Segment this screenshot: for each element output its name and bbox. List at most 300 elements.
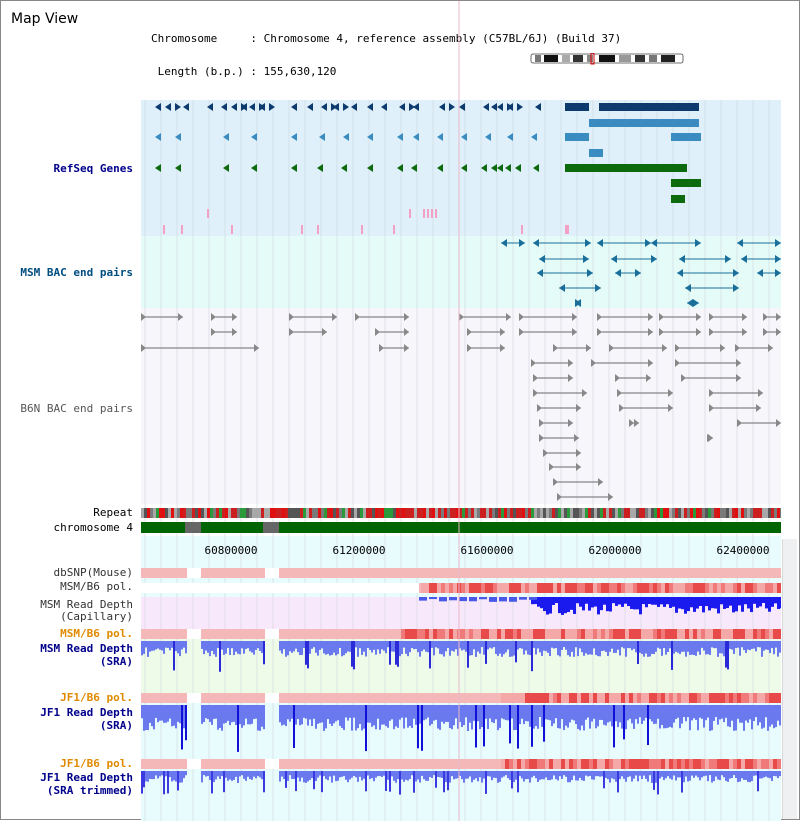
- msm-b6-pol-sra-label: MSM/B6 pol.: [60, 627, 133, 640]
- depth-bar: [780, 597, 781, 608]
- repeat-segment: [540, 508, 543, 518]
- polymorphism-cell: [753, 629, 757, 639]
- depth-bar: [703, 705, 705, 728]
- depth-bar: [211, 641, 213, 651]
- depth-bar: [283, 641, 285, 649]
- msm-bac-label[interactable]: MSM BAC end pairs: [20, 266, 133, 279]
- polymorphism-cell: [449, 759, 453, 769]
- depth-bar: [431, 771, 433, 778]
- gene-arrow: [413, 133, 419, 141]
- polymorphism-cell: [653, 693, 657, 703]
- repeat-segment: [342, 508, 345, 518]
- bac-end: [775, 269, 781, 277]
- polymorphism-cell: [753, 693, 757, 703]
- polymorphism-cell: [689, 759, 693, 769]
- depth-bar: [527, 641, 529, 654]
- bac-end: [708, 434, 713, 442]
- repeat-segment: [660, 508, 663, 518]
- polymorphism-cell: [413, 759, 417, 769]
- depth-bar: [775, 641, 777, 648]
- polymorphism-cell: [745, 583, 749, 593]
- bac-end: [648, 328, 653, 336]
- repeat-segment: [513, 508, 516, 518]
- depth-bar: [433, 641, 435, 655]
- polymorphism-cell: [533, 629, 537, 639]
- depth-bar: [735, 597, 738, 611]
- depth-bar: [549, 705, 551, 720]
- polymorphism-cell: [165, 693, 169, 703]
- gene-arrow: [333, 103, 339, 111]
- depth-bar: [365, 705, 367, 751]
- depth-bar: [599, 641, 601, 656]
- depth-bar: [401, 771, 403, 779]
- depth-bar: [201, 641, 203, 649]
- repeat-segment: [549, 508, 552, 518]
- polymorphism-cell: [489, 629, 493, 639]
- polymorphism-cell: [481, 583, 485, 593]
- depth-bar: [221, 705, 223, 731]
- polymorphism-cell: [657, 629, 661, 639]
- repeat-segment: [777, 508, 780, 518]
- depth-bar: [217, 771, 219, 776]
- depth-bar: [495, 705, 497, 719]
- gene-arrow: [291, 164, 297, 172]
- polymorphism-cell: [413, 629, 417, 639]
- depth-bar: [177, 771, 179, 790]
- depth-bar: [535, 705, 537, 726]
- polymorphism-cell: [477, 629, 481, 639]
- depth-bar: [735, 641, 737, 648]
- depth-bar: [327, 705, 329, 719]
- polymorphism-cell: [393, 759, 397, 769]
- info-length: Length (b.p.) : 155,630,120: [151, 65, 337, 78]
- gene-marker: [423, 209, 425, 218]
- axis-tick-label: 62000000: [588, 544, 642, 557]
- bac-end: [574, 434, 579, 442]
- gene-arrow: [319, 133, 325, 141]
- polymorphism-cell: [401, 759, 405, 769]
- polymorphism-cell: [609, 629, 613, 639]
- depth-bar: [491, 771, 493, 780]
- polymorphism-cell: [773, 759, 777, 769]
- polymorphism-cell: [641, 759, 645, 769]
- depth-bar: [421, 705, 423, 751]
- depth-bar: [153, 641, 155, 651]
- polymorphism-cell: [241, 693, 245, 703]
- polymorphism-cell: [437, 629, 441, 639]
- depth-bar: [663, 771, 665, 780]
- depth-bar: [621, 771, 623, 776]
- depth-bar: [475, 705, 477, 747]
- polymorphism-cell: [737, 759, 741, 769]
- depth-bar: [665, 641, 667, 655]
- repeat-segment: [501, 508, 504, 518]
- polymorphism-cell: [489, 693, 493, 703]
- depth-bar: [529, 597, 537, 600]
- depth-bar: [461, 771, 463, 779]
- depth-bar: [215, 771, 217, 779]
- repeat-track[interactable]: [141, 508, 781, 518]
- bac-end: [617, 389, 622, 397]
- polymorphism-cell: [505, 583, 509, 593]
- polymorphism-cell: [681, 629, 685, 639]
- depth-bar: [487, 641, 489, 649]
- depth-bar: [499, 771, 501, 782]
- polymorphism-cell: [637, 759, 641, 769]
- depth-bar: [167, 705, 169, 722]
- polymorphism-cell: [581, 629, 585, 639]
- polymorphism-cell: [373, 759, 377, 769]
- bac-end: [696, 328, 701, 336]
- polymorphism-cell: [589, 693, 593, 703]
- depth-bar: [405, 705, 407, 718]
- repeat-segment: [552, 508, 555, 518]
- depth-bar: [549, 641, 551, 656]
- depth-bar: [525, 771, 527, 779]
- depth-bar: [431, 641, 433, 648]
- polymorphism-cell: [541, 583, 545, 593]
- depth-bar: [159, 705, 161, 721]
- bac-end: [709, 328, 714, 336]
- repeat-segment: [705, 508, 708, 518]
- depth-bar: [543, 597, 546, 611]
- repeat-segment: [351, 508, 354, 518]
- depth-bar: [689, 771, 691, 781]
- repeat-segment: [369, 508, 372, 518]
- depth-bar: [291, 641, 293, 653]
- polymorphism-cell: [341, 629, 345, 639]
- gene-arrow: [251, 133, 257, 141]
- repeat-segment: [762, 508, 765, 518]
- repeat-segment: [471, 508, 474, 518]
- depth-bar: [773, 705, 775, 728]
- bac-end: [598, 478, 603, 486]
- refseq-genes-label[interactable]: RefSeq Genes: [53, 162, 133, 175]
- depth-bar: [539, 641, 541, 652]
- polymorphism-cell: [261, 759, 265, 769]
- bac-end: [651, 239, 657, 247]
- depth-bar: [653, 705, 655, 724]
- depth-bar: [521, 705, 523, 719]
- bac-end: [539, 419, 544, 427]
- depth-bar: [756, 597, 759, 608]
- depth-bar: [363, 641, 365, 652]
- depth-bar: [425, 705, 427, 719]
- repeat-segment: [735, 508, 738, 518]
- depth-bar: [375, 771, 377, 778]
- gene-marker: [409, 209, 411, 218]
- depth-bar: [631, 705, 633, 723]
- b6n-bac-label[interactable]: B6N BAC end pairs: [20, 402, 133, 415]
- repeat-segment: [309, 508, 312, 518]
- bac-end: [648, 313, 653, 321]
- polymorphism-cell: [513, 759, 517, 769]
- polymorphism-cell: [717, 759, 721, 769]
- polymorphism-cell: [721, 759, 725, 769]
- depth-bar: [577, 705, 579, 729]
- polymorphism-cell: [405, 759, 409, 769]
- polymorphism-cell: [513, 693, 517, 703]
- polymorphism-cell: [469, 583, 473, 593]
- lower-panel-scrollbar[interactable]: [782, 539, 797, 819]
- depth-bar: [371, 705, 373, 727]
- depth-bar: [225, 771, 227, 778]
- depth-bar: [521, 771, 523, 778]
- depth-bar: [263, 771, 265, 792]
- depth-bar: [301, 771, 303, 778]
- depth-bar: [607, 641, 609, 656]
- depth-bar: [513, 641, 515, 655]
- depth-bar: [511, 705, 513, 718]
- depth-bar: [477, 641, 479, 652]
- depth-bar: [636, 597, 639, 609]
- depth-bar: [143, 771, 145, 787]
- depth-bar: [743, 705, 745, 731]
- polymorphism-cell: [345, 759, 349, 769]
- repeat-segment: [408, 508, 411, 518]
- bac-end: [720, 344, 725, 352]
- depth-bar: [205, 771, 207, 777]
- depth-bar: [211, 705, 213, 725]
- depth-bar: [209, 641, 211, 656]
- depth-bar: [361, 771, 363, 780]
- polymorphism-cell: [233, 759, 237, 769]
- repeat-segment: [630, 508, 633, 518]
- polymorphism-cell: [317, 629, 321, 639]
- polymorphism-cell: [365, 759, 369, 769]
- repeat-segment: [678, 508, 681, 518]
- gene-arrow: [291, 103, 297, 111]
- depth-bar: [407, 705, 409, 728]
- depth-bar: [685, 705, 687, 721]
- depth-bar: [375, 705, 377, 729]
- polymorphism-cell: [505, 629, 509, 639]
- repeat-segment: [702, 508, 705, 518]
- polymorphism-cell: [325, 759, 329, 769]
- depth-bar: [367, 771, 369, 776]
- depth-bar: [611, 705, 613, 726]
- depth-bar: [237, 771, 239, 783]
- depth-bar: [441, 771, 443, 778]
- gene-arrow: [367, 103, 373, 111]
- polymorphism-depth-tracks[interactable]: [141, 568, 781, 795]
- depth-bar: [157, 771, 159, 779]
- polymorphism-cell: [401, 693, 405, 703]
- bac-end: [289, 328, 294, 336]
- polymorphism-cell: [629, 629, 633, 639]
- repeat-segment: [195, 508, 198, 518]
- polymorphism-cell: [349, 629, 353, 639]
- repeat-segment: [354, 508, 357, 518]
- depth-bar: [249, 641, 251, 651]
- depth-bar: [181, 705, 183, 749]
- repeat-segment: [246, 508, 249, 518]
- depth-bar: [339, 705, 341, 726]
- gene-arrow: [437, 133, 443, 141]
- depth-bar: [649, 705, 651, 719]
- depth-bar: [579, 597, 582, 607]
- gene-arrow: [413, 103, 419, 111]
- depth-bar: [237, 705, 239, 752]
- depth-bar: [469, 705, 471, 723]
- depth-bar: [317, 641, 319, 656]
- polymorphism-cell: [461, 629, 465, 639]
- depth-bar: [761, 771, 763, 778]
- polymorphism-cell: [501, 583, 505, 593]
- depth-bar: [309, 705, 311, 719]
- bac-end: [537, 404, 542, 412]
- depth-bar: [321, 705, 323, 722]
- gene-arrow: [439, 103, 445, 111]
- depth-bar: [637, 771, 639, 781]
- repeat-segment: [600, 508, 603, 518]
- depth-bar: [249, 705, 251, 724]
- polymorphism-cell: [173, 759, 177, 769]
- gene-marker: [361, 225, 363, 234]
- depth-bar: [227, 641, 229, 648]
- repeat-segment: [420, 508, 423, 518]
- depth-bar: [371, 641, 373, 652]
- polymorphism-cell: [397, 629, 401, 639]
- depth-bar: [531, 771, 533, 777]
- polymorphism-cell: [249, 693, 253, 703]
- axis-tick-label: 61600000: [460, 544, 514, 557]
- depth-bar: [203, 705, 205, 722]
- depth-bar: [233, 771, 235, 780]
- polymorphism-cell: [389, 759, 393, 769]
- chromosome-bar[interactable]: [141, 522, 781, 533]
- depth-bar: [391, 641, 393, 651]
- polymorphism-cell: [209, 629, 213, 639]
- polymorphism-cell: [701, 693, 705, 703]
- depth-bar: [143, 705, 145, 731]
- depth-bar: [721, 641, 723, 654]
- genome-track-canvas[interactable]: [141, 1, 781, 821]
- polymorphism-cell: [729, 759, 733, 769]
- depth-bar: [570, 597, 573, 610]
- bac-end: [737, 419, 742, 427]
- depth-bar: [741, 597, 744, 612]
- depth-bar: [367, 705, 369, 723]
- depth-bar: [726, 597, 729, 608]
- depth-bar: [683, 771, 685, 782]
- depth-bar: [729, 705, 731, 727]
- polymorphism-cell: [641, 629, 645, 639]
- polymorphism-cell: [725, 583, 729, 593]
- gene-marker: [521, 225, 523, 234]
- depth-bar: [579, 641, 581, 648]
- polymorphism-cell: [773, 693, 777, 703]
- polymorphism-cell: [469, 693, 473, 703]
- bac-end: [467, 328, 472, 336]
- polymorphism-cell: [585, 629, 589, 639]
- pol-gap: [265, 759, 279, 769]
- map-view-title: Map View: [11, 11, 79, 27]
- polymorphism-cell: [593, 629, 597, 639]
- gene-marker: [427, 209, 429, 218]
- bac-end: [741, 255, 747, 263]
- bac-end: [537, 269, 543, 277]
- depth-bar: [533, 641, 535, 648]
- depth-bar: [477, 771, 479, 781]
- depth-bar: [563, 641, 565, 647]
- polymorphism-cell: [477, 583, 481, 593]
- polymorphism-cell: [613, 693, 617, 703]
- depth-bar: [485, 641, 487, 664]
- depth-bar: [625, 771, 627, 782]
- refseq-genes-track[interactable]: [155, 103, 701, 234]
- depth-bar: [763, 771, 765, 777]
- depth-bar: [597, 597, 600, 614]
- depth-bar: [367, 641, 369, 648]
- depth-bar: [552, 597, 555, 605]
- depth-bar: [311, 771, 313, 778]
- depth-bar: [231, 771, 233, 781]
- depth-bar: [243, 705, 245, 725]
- depth-bar: [235, 771, 237, 777]
- depth-bar: [715, 705, 717, 717]
- depth-bar: [149, 705, 151, 723]
- polymorphism-cell: [441, 583, 445, 593]
- repeat-segment: [198, 508, 201, 518]
- bac-end: [519, 239, 525, 247]
- depth-bar: [259, 705, 261, 731]
- bac-end: [756, 404, 761, 412]
- depth-bar: [725, 771, 727, 781]
- polymorphism-cell: [645, 583, 649, 593]
- depth-bar: [415, 771, 417, 781]
- depth-bar: [573, 641, 575, 657]
- repeat-segment: [744, 508, 747, 518]
- depth-bar: [227, 705, 229, 721]
- depth-bar: [713, 641, 715, 648]
- polymorphism-cell: [353, 693, 357, 703]
- polymorphism-cell: [465, 629, 469, 639]
- depth-bar: [747, 771, 749, 782]
- depth-bar: [505, 771, 507, 775]
- depth-bar: [395, 641, 397, 665]
- bac-end: [775, 239, 781, 247]
- polymorphism-cell: [773, 583, 777, 593]
- polymorphism-cell: [585, 583, 589, 593]
- depth-bar: [629, 771, 631, 776]
- depth-bar: [551, 771, 553, 779]
- b6n-bac-end-pairs-track[interactable]: [141, 313, 781, 501]
- depth-bar: [587, 705, 589, 718]
- gene-arrow: [491, 103, 497, 111]
- polymorphism-cell: [377, 759, 381, 769]
- repeat-segment: [597, 508, 600, 518]
- depth-bar: [633, 597, 636, 609]
- depth-bar: [445, 641, 447, 651]
- depth-bar: [639, 771, 641, 776]
- depth-bar: [591, 771, 593, 779]
- depth-bar: [323, 705, 325, 731]
- dbsnp-gap: [265, 568, 279, 578]
- depth-bar: [609, 771, 611, 783]
- depth-bar: [409, 771, 411, 779]
- repeat-segment: [654, 508, 657, 518]
- polymorphism-cell: [297, 759, 301, 769]
- polymorphism-cell: [417, 759, 421, 769]
- depth-bar: [157, 641, 159, 648]
- depth-bar: [483, 771, 485, 779]
- depth-bar: [714, 597, 717, 609]
- polymorphism-cell: [705, 759, 709, 769]
- depth-bar: [621, 597, 624, 607]
- repeat-segment: [144, 508, 147, 518]
- depth-bar: [705, 641, 707, 654]
